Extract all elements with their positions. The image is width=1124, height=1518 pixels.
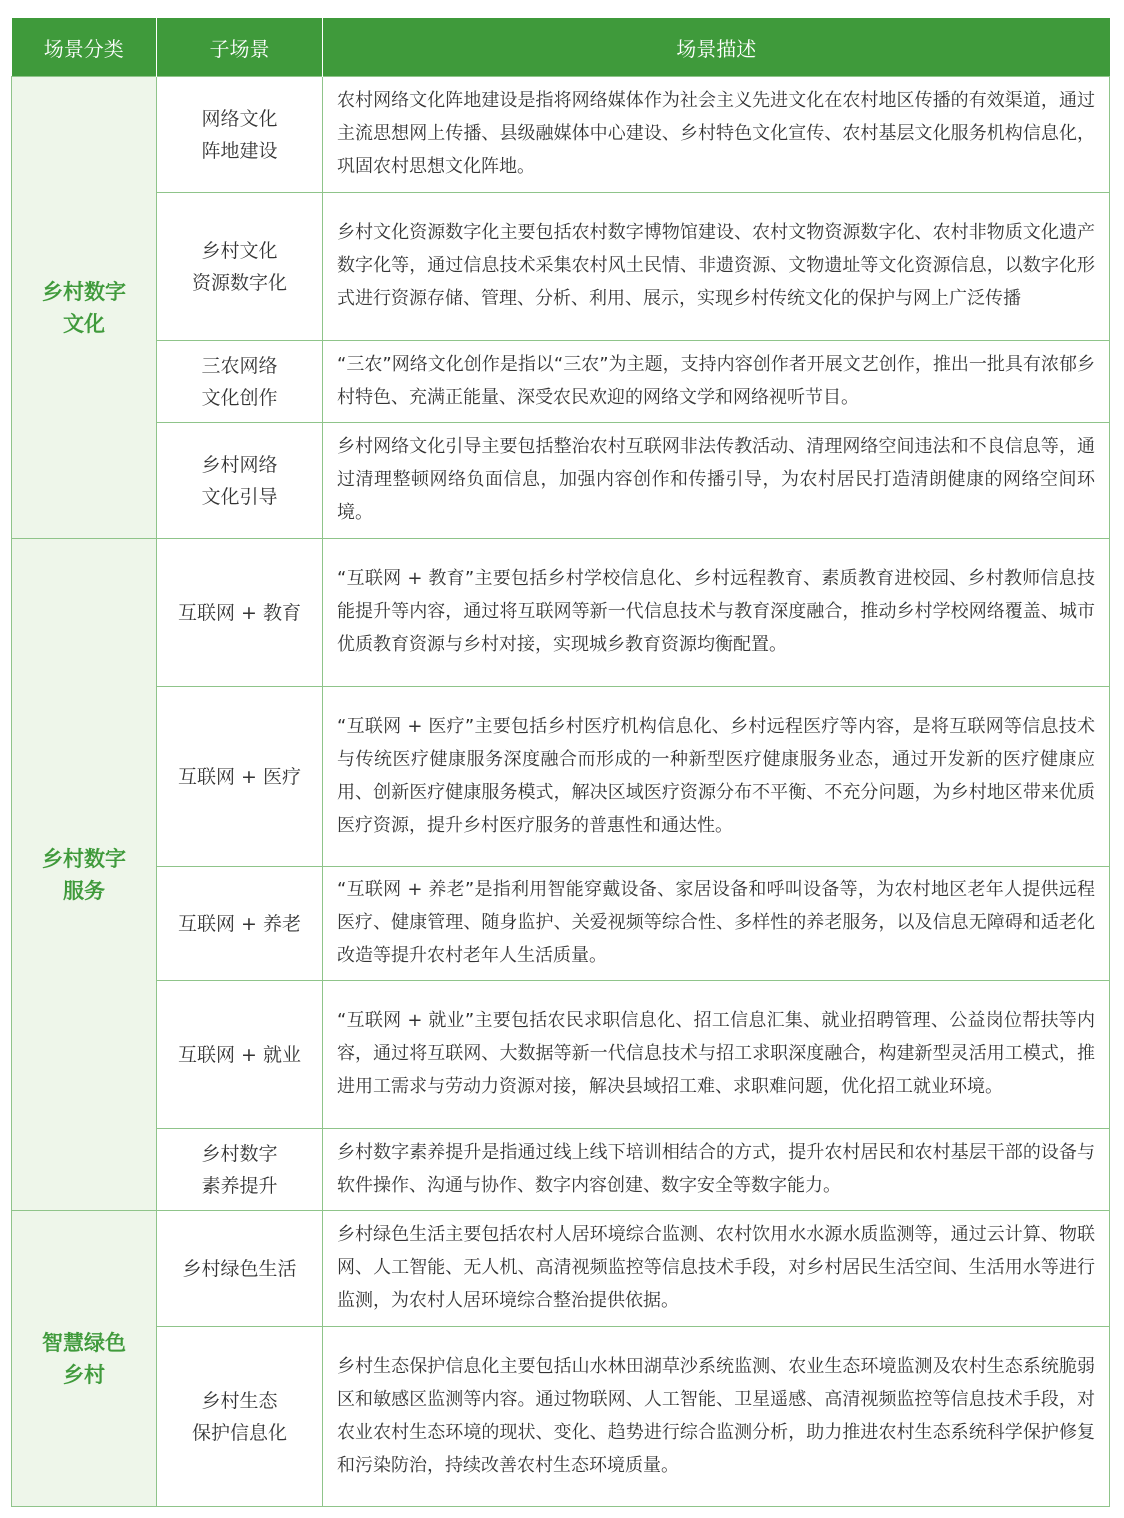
subscene-cell	[157, 193, 323, 341]
subscene-line: 乡村文化	[201, 239, 278, 262]
subscene-line: 素养提升	[201, 1174, 278, 1197]
table-row	[12, 1327, 1110, 1507]
category-line: 文化	[63, 311, 105, 336]
description-cell: “互联网 + 医疗”主要包括乡村医疗机构信息化、乡村远程医疗等内容，是将互联网等信息技术与传统医疗健康服务深度融合而形成的一种新型医疗健康服务业态，通过开发新的医疗健康应用、创新医疗健康服务模式，解决区域医疗资源分布不平衡、不充分问题，为乡村地区带来优质医疗资源，提升乡村医疗服务的普惠性和通达性。	[323, 687, 1110, 867]
table-row	[12, 1211, 1110, 1327]
scenario-table-container	[11, 18, 1109, 1507]
subscene-line: 文化创作	[201, 386, 278, 409]
subscene-line: 互联网 + 医疗	[178, 765, 301, 788]
table-row	[12, 687, 1110, 867]
category-cell-smart-green	[12, 1211, 157, 1507]
description-cell: 乡村生态保护信息化主要包括山水林田湖草沙系统监测、农业生态环境监测及农村生态系统脆弱区和敏感区监测等内容。通过物联网、人工智能、卫星遥感、高清视频监控等信息技术手段，对农业农村生态环境的现状、变化、趋势进行综合监测分析，助力推进农村生态系统科学保护修复和污染防治，持续改善农村生态环境质量。	[323, 1327, 1110, 1507]
subscene-cell	[157, 77, 323, 193]
header-category: 场景分类	[12, 18, 157, 77]
category-line: 乡村	[63, 1362, 105, 1387]
subscene-line: 三农网络	[201, 354, 278, 377]
subscene-cell	[157, 1129, 323, 1211]
description-cell: “互联网 + 养老”是指利用智能穿戴设备、家居设备和呼叫设备等，为农村地区老年人提供远程医疗、健康管理、随身监护、关爱视频等综合性、多样性的养老服务，以及信息无障碍和适老化改造等提升农村老年人生活质量。	[323, 867, 1110, 981]
description-cell: 乡村文化资源数字化主要包括农村数字博物馆建设、农村文物资源数字化、农村非物质文化遗产数字化等，通过信息技术采集农村风土民情、非遗资源、文物遗址等文化资源信息，以数字化形式进行资源存储、管理、分析、利用、展示，实现乡村传统文化的保护与网上广泛传播	[323, 193, 1110, 341]
subscene-line: 保护信息化	[191, 1421, 287, 1444]
subscene-cell	[157, 687, 323, 867]
subscene-line: 乡村网络	[201, 453, 278, 476]
header-description: 场景描述	[323, 18, 1110, 77]
subscene-line: 阵地建设	[201, 139, 278, 162]
description-cell: 乡村数字素养提升是指通过线上线下培训相结合的方式，提升农村居民和农村基层干部的设备与软件操作、沟通与协作、数字内容创建、数字安全等数字能力。	[323, 1129, 1110, 1211]
description-cell: 农村网络文化阵地建设是指将网络媒体作为社会主义先进文化在农村地区传播的有效渠道，通过主流思想网上传播、县级融媒体中心建设、乡村特色文化宣传、农村基层文化服务机构信息化，巩固农村思想文化阵地。	[323, 77, 1110, 193]
subscene-line: 文化引导	[201, 485, 278, 508]
description-cell: “互联网 + 教育”主要包括乡村学校信息化、乡村远程教育、素质教育进校园、乡村教师信息技能提升等内容，通过将互联网等新一代信息技术与教育深度融合，推动乡村学校网络覆盖、城市优质教育资源与乡村对接，实现城乡教育资源均衡配置。	[323, 539, 1110, 687]
description-cell: “互联网 + 就业”主要包括农民求职信息化、招工信息汇集、就业招聘管理、公益岗位帮扶等内容，通过将互联网、大数据等新一代信息技术与招工求职深度融合，构建新型灵活用工模式，推进用工需求与劳动力资源对接，解决县域招工难、求职难问题，优化招工就业环境。	[323, 981, 1110, 1129]
table-row	[12, 867, 1110, 981]
table-row	[12, 423, 1110, 539]
description-cell: 乡村网络文化引导主要包括整治农村互联网非法传教活动、清理网络空间违法和不良信息等，通过清理整顿网络负面信息，加强内容创作和传播引导，为农村居民打造清朗健康的网络空间环境。	[323, 423, 1110, 539]
category-cell-digital-culture	[12, 77, 157, 539]
subscene-cell	[157, 423, 323, 539]
subscene-line: 互联网 + 养老	[178, 912, 301, 935]
table-header-row	[12, 18, 1110, 77]
table-row	[12, 1129, 1110, 1211]
category-cell-digital-service	[12, 539, 157, 1211]
subscene-cell	[157, 1211, 323, 1327]
subscene-cell	[157, 1327, 323, 1507]
subscene-cell	[157, 867, 323, 981]
category-line: 智慧绿色	[42, 1330, 126, 1355]
table-row	[12, 981, 1110, 1129]
subscene-line: 乡村绿色生活	[182, 1257, 297, 1280]
description-cell: “三农”网络文化创作是指以“三农”为主题，支持内容创作者开展文艺创作，推出一批具有浓郁乡村特色、充满正能量、深受农民欢迎的网络文学和网络视听节目。	[323, 341, 1110, 423]
subscene-line: 互联网 + 就业	[178, 1043, 301, 1066]
subscene-cell	[157, 981, 323, 1129]
header-subscene: 子场景	[157, 18, 323, 77]
subscene-line: 乡村数字	[201, 1142, 278, 1165]
table-row	[12, 341, 1110, 423]
subscene-line: 互联网 + 教育	[178, 601, 301, 624]
description-cell: 乡村绿色生活主要包括农村人居环境综合监测、农村饮用水水源水质监测等，通过云计算、物联网、人工智能、无人机、高清视频监控等信息技术手段，对乡村居民生活空间、生活用水等进行监测，为农村人居环境综合整治提供依据。	[323, 1211, 1110, 1327]
table-row	[12, 539, 1110, 687]
table-row	[12, 193, 1110, 341]
category-line: 服务	[63, 878, 105, 903]
table-row	[12, 77, 1110, 193]
subscene-line: 资源数字化	[191, 271, 287, 294]
scenario-table	[11, 18, 1110, 1507]
category-line: 乡村数字	[42, 846, 126, 871]
subscene-line: 网络文化	[201, 107, 278, 130]
subscene-cell	[157, 539, 323, 687]
category-line: 乡村数字	[42, 279, 126, 304]
subscene-cell	[157, 341, 323, 423]
subscene-line: 乡村生态	[201, 1389, 278, 1412]
